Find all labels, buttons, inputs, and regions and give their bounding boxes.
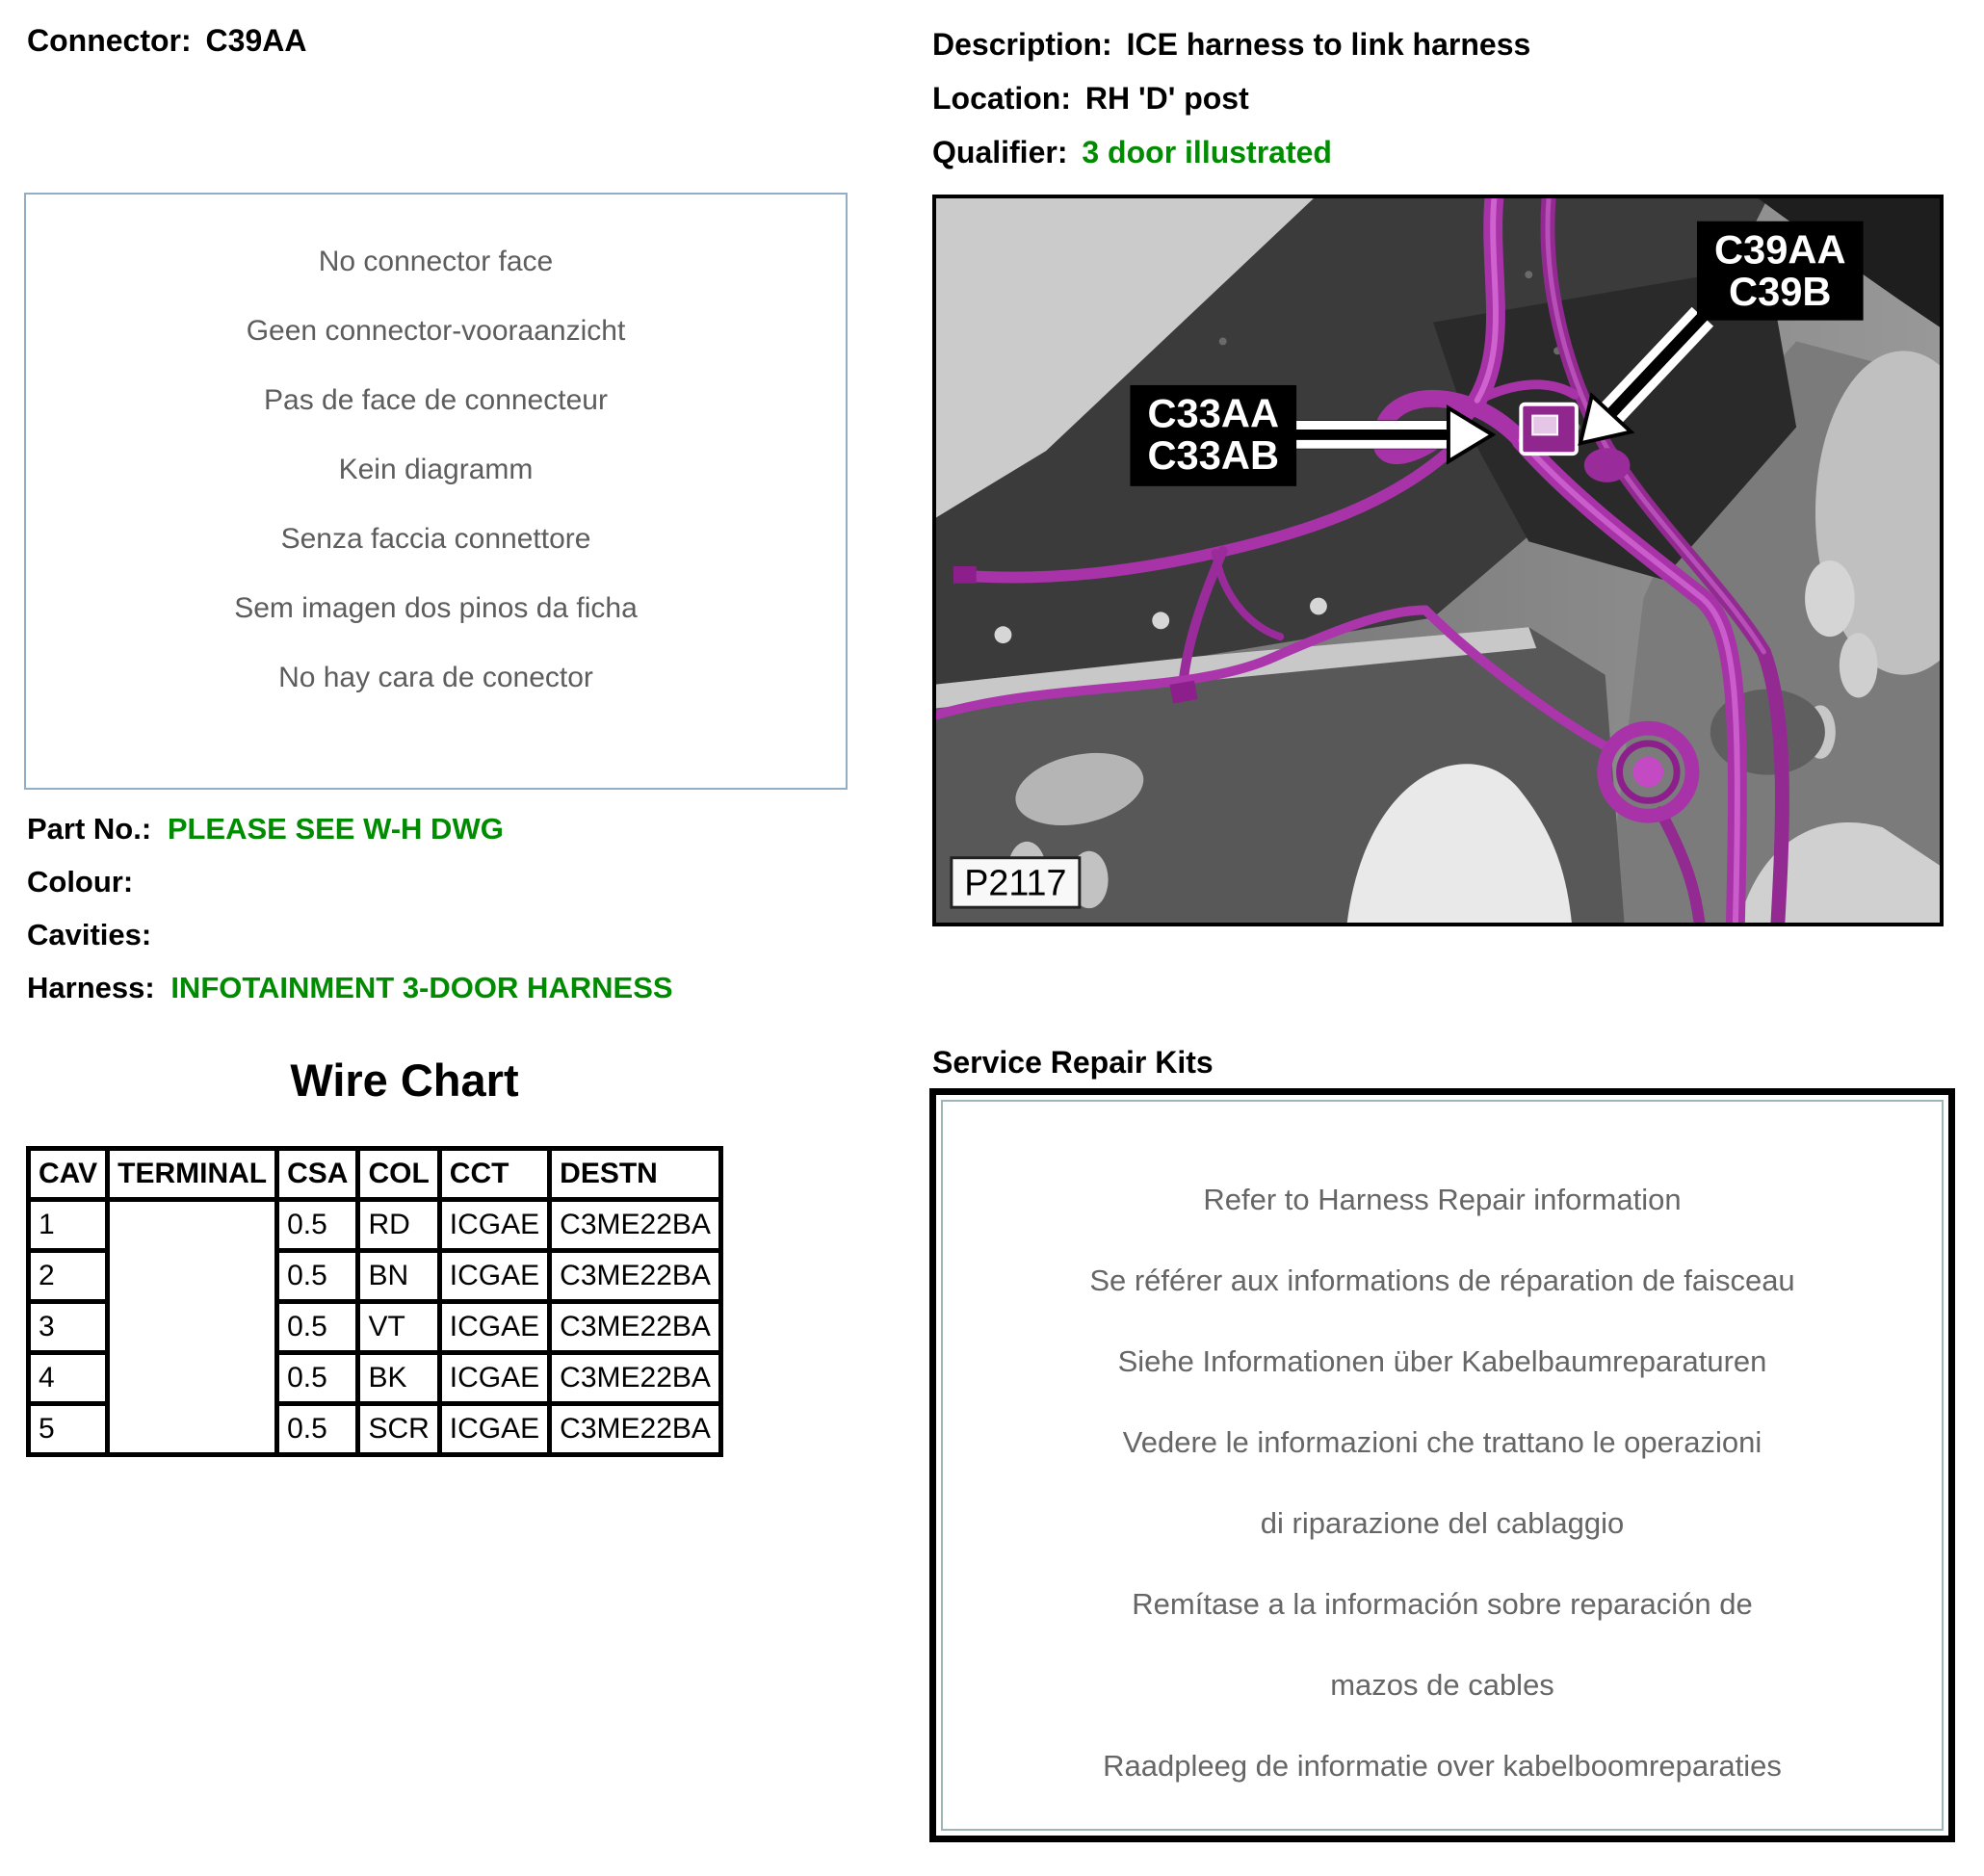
harness-value: INFOTAINMENT 3-DOOR HARNESS (170, 971, 673, 1004)
cell-col: BK (358, 1353, 439, 1404)
cell-col: VT (358, 1302, 439, 1353)
c33-label-line2: C33AB (1147, 432, 1280, 478)
wire-chart-table (26, 1146, 723, 1457)
cell-cav: 1 (29, 1200, 108, 1251)
cell-cav: 3 (29, 1302, 108, 1353)
cell-cav: 4 (29, 1353, 108, 1404)
service-repair-kits-box (929, 1088, 1955, 1842)
colour-label: Colour: (27, 865, 134, 899)
cell-csa: 0.5 (277, 1200, 358, 1251)
description-label: Description: (932, 27, 1112, 62)
repair-line-fr: Se référer aux informations de réparation de faisceau (1089, 1264, 1795, 1297)
c39-label-line2: C39B (1728, 268, 1832, 314)
connector-label-c33 (1130, 385, 1296, 486)
c39-label-line1: C39AA (1713, 226, 1846, 273)
location-line (932, 81, 1249, 117)
qualifier-line (932, 135, 1332, 170)
service-repair-kits-title: Service Repair Kits (932, 1045, 1214, 1080)
no-connector-face-text (26, 195, 846, 713)
harness-label: Harness: (27, 971, 155, 1004)
notice-line-de: Kein diagramm (338, 454, 534, 485)
notice-line-nl: Geen connector-vooraanzicht (246, 315, 626, 347)
c33-label-line1: C33AA (1147, 390, 1280, 436)
part-no-label: Part No.: (27, 812, 152, 846)
page-title (27, 23, 306, 59)
notice-line-en: No connector face (318, 246, 554, 277)
description-line (932, 27, 1530, 63)
connector-value: C39AA (205, 23, 307, 58)
cell-col: BN (358, 1251, 439, 1302)
repair-line-it2: di riparazione del cablaggio (1260, 1506, 1625, 1540)
service-repair-kits-text (943, 1102, 1942, 1807)
description-value: ICE harness to link harness (1126, 27, 1531, 62)
part-no-line (27, 812, 504, 847)
colour-line (27, 865, 141, 899)
cell-destn: C3ME22BA (550, 1251, 721, 1302)
wire-chart-title: Wire Chart (290, 1055, 519, 1106)
service-repair-kits-inner-border (941, 1100, 1944, 1831)
photo-id-tag (952, 858, 1080, 907)
grommet (1605, 728, 1692, 816)
harness-location-photo (932, 195, 1944, 926)
cell-cct: ICGAE (439, 1200, 549, 1251)
no-connector-face-box (24, 193, 848, 790)
cell-col: RD (358, 1200, 439, 1251)
location-value: RH 'D' post (1084, 81, 1249, 116)
location-label: Location: (932, 81, 1071, 116)
repair-line-en: Refer to Harness Repair information (1203, 1183, 1682, 1216)
repair-line-de: Siehe Informationen über Kabelbaumreparaturen (1117, 1344, 1767, 1378)
notice-line-es: No hay cara de conector (278, 662, 593, 693)
connector-label: Connector: (27, 23, 192, 58)
cell-cct: ICGAE (439, 1302, 549, 1353)
cell-csa: 0.5 (277, 1353, 358, 1404)
connector-label-c39 (1697, 221, 1864, 321)
repair-line-nl: Raadpleeg de informatie over kabelboomreparaties (1103, 1749, 1782, 1783)
notice-line-pt: Sem imagen dos pinos da ficha (234, 592, 638, 624)
notice-line-fr: Pas de face de connecteur (264, 384, 608, 416)
repair-line-it1: Vedere le informazioni che trattano le operazioni (1122, 1425, 1762, 1459)
cell-cav: 5 (29, 1404, 108, 1455)
harness-line (27, 971, 673, 1005)
cavities-line (27, 918, 159, 952)
cell-cct: ICGAE (439, 1404, 549, 1455)
repair-line-es2: mazos de cables (1330, 1668, 1554, 1702)
cell-col: SCR (358, 1404, 439, 1455)
table-row (29, 1200, 721, 1251)
cell-destn: C3ME22BA (550, 1302, 721, 1353)
cell-csa: 0.5 (277, 1302, 358, 1353)
col-header-cct: CCT (439, 1149, 549, 1200)
table-header-row (29, 1149, 721, 1200)
notice-line-it: Senza faccia connettore (280, 523, 591, 555)
cell-csa: 0.5 (277, 1251, 358, 1302)
cell-cct: ICGAE (439, 1353, 549, 1404)
col-header-destn: DESTN (550, 1149, 721, 1200)
cell-destn: C3ME22BA (550, 1200, 721, 1251)
cell-cct: ICGAE (439, 1251, 549, 1302)
cell-destn: C3ME22BA (550, 1404, 721, 1455)
qualifier-value: 3 door illustrated (1082, 135, 1332, 169)
col-header-csa: CSA (277, 1149, 358, 1200)
col-header-terminal: TERMINAL (108, 1149, 277, 1200)
repair-line-es1: Remítase a la información sobre reparación de (1132, 1587, 1753, 1621)
cavities-label: Cavities: (27, 918, 152, 951)
col-header-cav: CAV (29, 1149, 108, 1200)
cell-terminal-merged (108, 1200, 277, 1455)
part-no-value: PLEASE SEE W-H DWG (167, 812, 504, 846)
harness-photo-illustration (936, 198, 1940, 923)
qualifier-label: Qualifier: (932, 135, 1068, 169)
cell-destn: C3ME22BA (550, 1353, 721, 1404)
cell-csa: 0.5 (277, 1404, 358, 1455)
photo-id-text: P2117 (964, 862, 1067, 903)
cell-cav: 2 (29, 1251, 108, 1302)
col-header-col: COL (358, 1149, 439, 1200)
